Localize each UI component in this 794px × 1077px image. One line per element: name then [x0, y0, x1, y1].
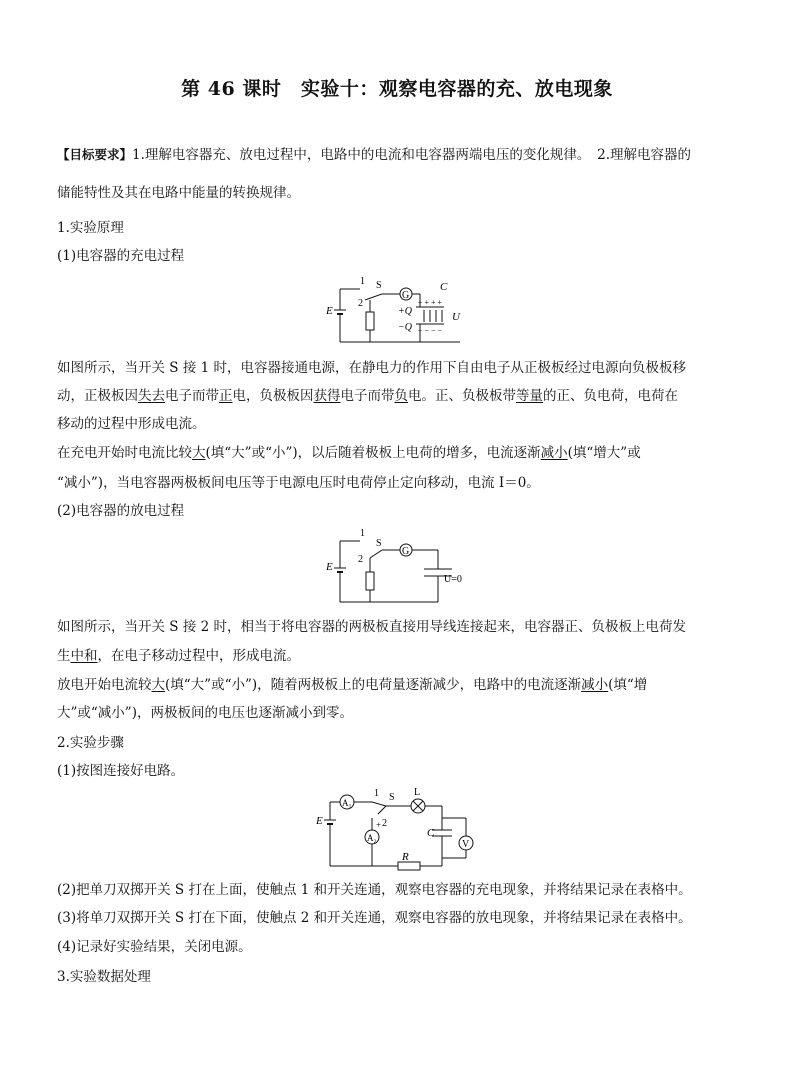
blank-answer: 减小: [581, 677, 609, 693]
galvanometer-label: G: [402, 546, 410, 557]
blank-answer: 负: [394, 388, 408, 404]
blank-answer: 获得: [313, 388, 341, 404]
goal-line-2: 储能特性及其在电路中能量的转换规律。: [57, 185, 300, 201]
text-run: (填“增: [608, 677, 648, 693]
experiment-circuit-figure: [316, 784, 486, 872]
page-title: 第 46 课时 实验十：观察电容器的充、放电现象: [181, 78, 613, 100]
emf-label: E: [316, 815, 323, 827]
text-run: 动，正极板因: [57, 388, 138, 404]
contact-2-label: 2: [358, 554, 363, 565]
contact-1-label: 1: [360, 276, 365, 287]
text-run: 生: [57, 648, 71, 664]
galvanometer-label: G: [402, 290, 410, 301]
step-3: (3)将单刀双掷开关 S 打在下面，使触点 2 和开关连通，观察电容器的放电现象，并将结果记录在表格中。: [57, 910, 692, 926]
blank-answer: 等量: [516, 388, 543, 404]
charging-circuit-figure: [320, 272, 480, 350]
subsection-discharging: (2)电容器的放电过程: [57, 503, 185, 519]
ammeter-2-label: A₂: [367, 833, 377, 843]
text-run: 的正、负电荷，电荷在: [543, 388, 678, 404]
text-run: 电。正、负极板带: [408, 388, 516, 404]
text-run: 在充电开始时电流比较: [57, 445, 192, 461]
contact-1-label: 1: [360, 528, 365, 539]
switch-label: S: [376, 280, 382, 291]
voltmeter-label: V: [462, 839, 470, 850]
step-1: (1)按图连接好电路。: [57, 763, 185, 779]
text-run: ，在电子移动过程中，形成电流。: [97, 648, 300, 664]
text-run: 电，负极板因: [232, 388, 314, 404]
text-run: 放电开始电流较: [57, 677, 152, 693]
discharging-circuit-diagram: [320, 524, 480, 606]
plus-sign: +: [376, 820, 382, 830]
emf-label: E: [326, 305, 333, 317]
switch-label: S: [376, 538, 382, 549]
goal-line-1: [57, 145, 691, 165]
emf-label: E: [326, 561, 333, 573]
blank-answer: 中和: [70, 648, 98, 664]
blank-answer: 失去: [138, 388, 165, 404]
text-run: (填“大”或“小”)，以后随着极板上电荷的增多，电流逐渐: [205, 445, 541, 461]
lamp-label: L: [414, 787, 421, 798]
experiment-circuit-diagram: [316, 784, 486, 872]
contact-2-label: 2: [358, 298, 363, 309]
subsection-charging: (1)电容器的充电过程: [57, 248, 185, 264]
resistor-label: R: [402, 851, 409, 863]
contact-2-label: 2: [382, 818, 387, 829]
step-4: (4)记录好实验结果，关闭电源。: [57, 939, 252, 955]
discharging-paragraph-line-2: [57, 646, 300, 666]
blank-answer: 大: [192, 445, 206, 461]
section-2-heading: 2.实验步骤: [57, 735, 124, 751]
switch-label: S: [389, 792, 395, 803]
voltage-label: U: [452, 311, 460, 323]
capacitor-label: C: [440, 281, 448, 293]
charging-current-line-1: [57, 443, 641, 463]
goal-tag: 【目标要求】: [57, 147, 133, 162]
zero-voltage-label: U=0: [444, 574, 462, 585]
negative-charge-label: −Q: [398, 322, 412, 333]
section-1-heading: 1.实验原理: [57, 220, 124, 236]
blank-answer: 大: [151, 677, 165, 693]
charging-paragraph-line-1: 如图所示，当开关 S 接 1 时，电容器接通电源，在静电力的作用下自由电子从正极板经过电源向负极板移: [57, 360, 687, 376]
discharging-current-line-2: 大”或“减小”)，两极板间的电压也逐渐减小到零。: [57, 705, 353, 721]
blank-answer: 减小: [540, 445, 568, 461]
discharging-paragraph-line-1: 如图所示，当开关 S 接 2 时，相当于将电容器的两极板直接用导线连接起来，电容器正、负极板上电荷发: [57, 619, 687, 635]
text-run: 电子而带: [165, 388, 219, 404]
ammeter-1-label: A₁: [342, 798, 352, 808]
charging-paragraph-line-3: 移动的过程中形成电流。: [57, 416, 206, 432]
step-2: (2)把单刀双掷开关 S 打在上面，使触点 1 和开关连通，观察电容器的充电现象，并将结果记录在表格中。: [57, 882, 692, 898]
goal-text-1: 1.理解电容器充、放电过程中，电路中的电流和电容器两端电压的变化规律。 2.理解电容器的: [132, 147, 692, 163]
charging-current-line-2: “减小”)，当电容器两极板间电压等于电源电压时电荷停止定向移动，电流 I＝0。: [57, 475, 540, 491]
discharging-current-line-1: [57, 675, 647, 695]
blank-answer: 正: [219, 388, 233, 404]
charging-circuit-diagram: [320, 272, 480, 350]
negative-charges: − − − −: [418, 326, 443, 335]
discharging-circuit-figure: [320, 524, 480, 606]
text-run: (填“大”或“小”)，随着两极板上的电荷量逐渐减少，电路中的电流逐渐: [165, 677, 582, 693]
text-run: 电子而带: [340, 388, 395, 404]
charging-paragraph-line-2: [57, 386, 678, 406]
contact-1-label: 1: [374, 788, 379, 799]
text-run: (填“增大”或: [567, 445, 641, 461]
positive-charges: + + + +: [418, 298, 443, 307]
positive-charge-label: +Q: [398, 306, 412, 317]
section-3-heading: 3.实验数据处理: [57, 969, 151, 985]
capacitor-label: C: [427, 827, 435, 839]
